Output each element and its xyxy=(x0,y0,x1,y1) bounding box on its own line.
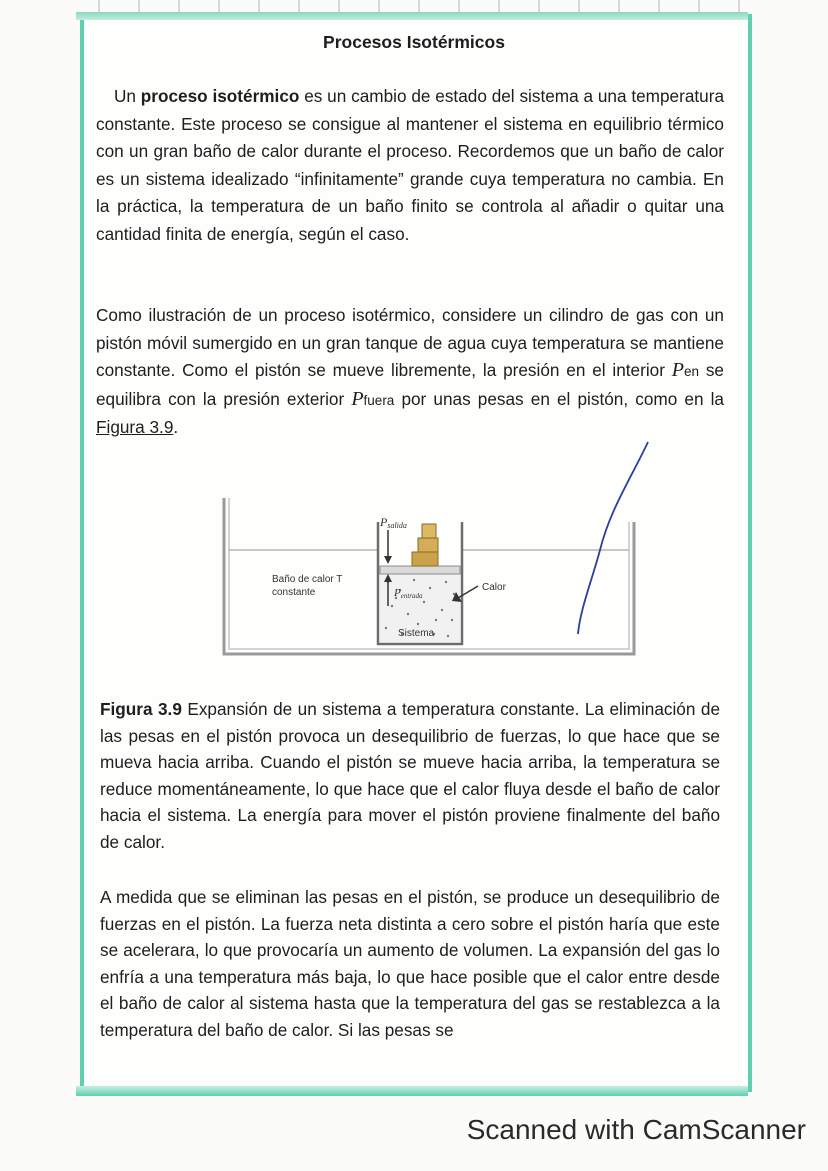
pressure-in-label: Pentrada xyxy=(394,587,423,600)
term-isothermal-process: proceso isotérmico xyxy=(140,86,300,106)
paragraph-text-b: se equilibra con la presión exterior xyxy=(96,360,724,409)
system-label: Sistema xyxy=(398,628,435,639)
page-top-edge xyxy=(76,12,748,20)
paragraph-lead: Un xyxy=(114,86,141,106)
caption-label: Figura 3.9 xyxy=(100,699,182,719)
paragraph-text-c: por unas pesas en el pistón, como en la xyxy=(394,388,724,409)
pressure-out-arrow xyxy=(384,530,392,564)
piston xyxy=(380,566,460,574)
camscanner-watermark: Scanned with CamScanner xyxy=(466,1114,806,1145)
pressure-in-subscript: en xyxy=(683,364,700,379)
page-bottom-edge xyxy=(76,1086,748,1096)
paragraph-cylinder-illustration xyxy=(96,302,724,442)
caption-text: Expansión de un sistema a temperatura constante. La eliminación de las pesas en el pistón provoca un desequilibrio de fuerzas, lo que hace que se mueva hacia arriba. Cuando el pistón se mueve hacia arriba, la temperatura se reduce momentáneamente, lo que hace que el calor fluya desde el baño de calor hacia el sistema. La energía para mover el pistón proviene finalmente del baño de calor. xyxy=(100,699,721,852)
figure-reference-link[interactable]: Figura 3.9 xyxy=(96,417,174,437)
heat-label: Calor xyxy=(482,582,506,593)
page-title: Procesos Isotérmicos xyxy=(323,32,505,52)
bath-label-line2: constante xyxy=(272,587,316,598)
paragraph-body: es un cambio de estado del sistema a una temperatura constante. Este proceso se consigue al mantener el sistema en equilibrio térmico con un gran baño de calor durante el proceso. Recordemos que un baño de calor es un sistema idealizado “infinitamente” grande cuya temperatura no cambia. En la práctica, la temperatura de un baño finito se controla al añadir o quitar una cantidad finita de energía, según el caso. xyxy=(96,86,725,244)
pressure-out-label: Psalida xyxy=(380,515,407,530)
pen-annotation-stroke xyxy=(570,440,650,640)
bath-label-line1: Baño de calor T xyxy=(272,574,343,585)
paragraph-isothermal-definition xyxy=(96,83,724,248)
paragraph-text-d: . xyxy=(173,417,179,437)
paragraph-weights-removal: A medida que se eliminan las pesas en el pistón, se produce un desequilibrio de fuerzas en el pistón. La fuerza neta distinta a cero sobre el pistón haría que este se acelerara, lo que provocaría un aumento de volumen. La expansión del gas lo enfría a una temperatura más baja, lo que hace posible que el calor entre desde el baño de calor al sistema hasta que la temperatura del gas se restablezca a la temperatura del baño de calor. Si las pesas se xyxy=(100,887,720,1040)
paragraph-text-a: Como ilustración de un proceso isotérmico, considere un cilindro de gas con un pistón móvil sumergido en un gran tanque de agua cuya temperatura se mantiene constante. Como el pistón se mueve libremente, la presión en el interior xyxy=(96,305,724,380)
pressure-out-symbol: P xyxy=(351,387,364,410)
figure-caption xyxy=(100,696,720,855)
pressure-in-symbol: P xyxy=(671,359,684,381)
weights-stack xyxy=(412,524,438,566)
pressure-out-subscript: fuera xyxy=(363,392,395,408)
